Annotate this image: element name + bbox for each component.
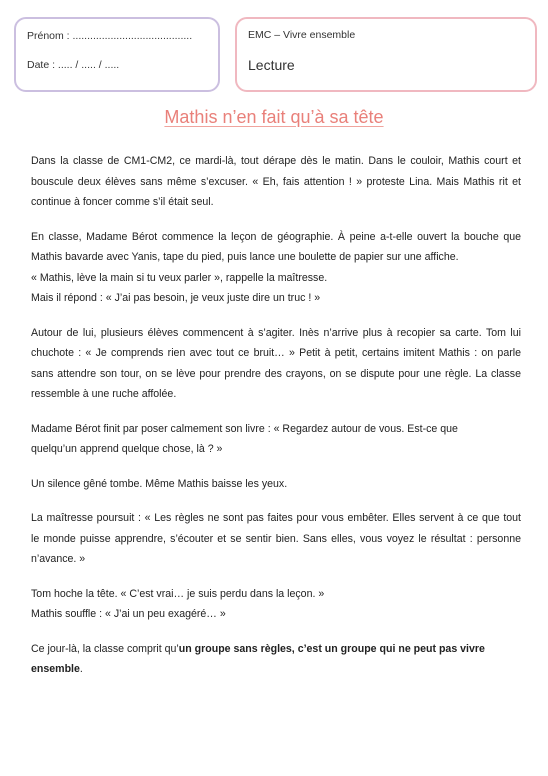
conclusion-start: Ce jour-là, la classe comprit qu’ — [31, 642, 179, 655]
date-field[interactable]: Date : ..... / ..... / ..... — [27, 59, 120, 71]
activity-label: Lecture — [248, 57, 295, 73]
text-line: Autour de lui, plusieurs élèves commencent à s’agiter. Inès n’arrive plus à recopier sa carte. Tom lui — [31, 326, 521, 339]
text-line: Un silence gêné tombe. Même Mathis baisse les yeux. — [31, 477, 288, 490]
subject-label: EMC – Vivre ensemble — [248, 29, 356, 41]
text-line: Mais il répond : « J’ai pas besoin, je veux juste dire un truc ! » — [31, 292, 321, 304]
paragraph-1 — [31, 151, 521, 213]
conclusion-bold-end: ensemble — [31, 663, 80, 675]
text-line: continue à foncer comme s’il était seul. — [31, 196, 214, 208]
prenom-field[interactable]: Prénom : ......................................... — [27, 30, 193, 42]
conclusion-bold: un groupe sans règles, c’est un groupe qui ne peut pas vivre — [178, 642, 485, 655]
subject-box — [235, 17, 537, 92]
paragraph-3 — [31, 323, 521, 405]
conclusion-end: . — [79, 663, 83, 675]
text-line: Tom hoche la tête. « C’est vrai… je suis perdu dans la leçon. » — [31, 587, 325, 600]
story-title: Mathis n’en fait qu’à sa tête — [164, 107, 384, 127]
text-line: sans attendre son tour, on se lève pour prendre des crayons, on se dispute pour une règle. La classe — [31, 367, 521, 380]
text-line — [31, 639, 521, 660]
text-line: n’avance. » — [31, 553, 86, 565]
paragraph-2 — [31, 227, 521, 309]
paragraph-8 — [31, 639, 521, 680]
paragraph-4 — [31, 419, 521, 460]
text-line: Mathis souffle : « J’ai un peu exagéré… » — [31, 608, 226, 620]
text-line: le monde puisse apprendre, s’écouter et se sentir bien. Sans elles, vous voyez le résultat : personne — [31, 532, 521, 545]
text-line: La maîtresse poursuit : « Les règles ne sont pas faites pour vous embêter. Elles servent à ce que tout — [31, 512, 521, 524]
student-info-box — [14, 17, 220, 92]
paragraph-6 — [31, 508, 521, 570]
text-line: En classe, Madame Bérot commence la leçon de géographie. À peine a-t-elle ouvert la bouche que — [31, 230, 521, 243]
text-line: « Mathis, lève la main si tu veux parler », rappelle la maîtresse. — [31, 271, 328, 284]
text-line — [31, 659, 521, 680]
text-line: bouscule deux élèves sans même s’excuser. « Eh, fais attention ! » proteste Lina. Mais Mathis rit et — [31, 175, 521, 188]
text-line: quelqu’un apprend quelque chose, là ? » — [31, 443, 223, 455]
paragraph-7 — [31, 584, 521, 625]
text-line: Mathis bavarde avec Yanis, tape du pied, puis lance une boulette de papier sur une affiche. — [31, 251, 459, 263]
story-text — [31, 151, 521, 680]
text-line: chuchote : « Je comprends rien avec tout ce bruit… » Petit à petit, certains imitent Mathis : on parle — [31, 347, 521, 359]
text-line: Dans la classe de CM1-CM2, ce mardi-là, tout dérape dès le matin. Dans le couloir, Mathis court et — [31, 155, 521, 167]
paragraph-5 — [31, 474, 521, 495]
text-line: ressemble à une ruche affolée. — [31, 388, 177, 400]
text-line: Madame Bérot finit par poser calmement son livre : « Regardez autour de vous. Est-ce que — [31, 422, 458, 435]
